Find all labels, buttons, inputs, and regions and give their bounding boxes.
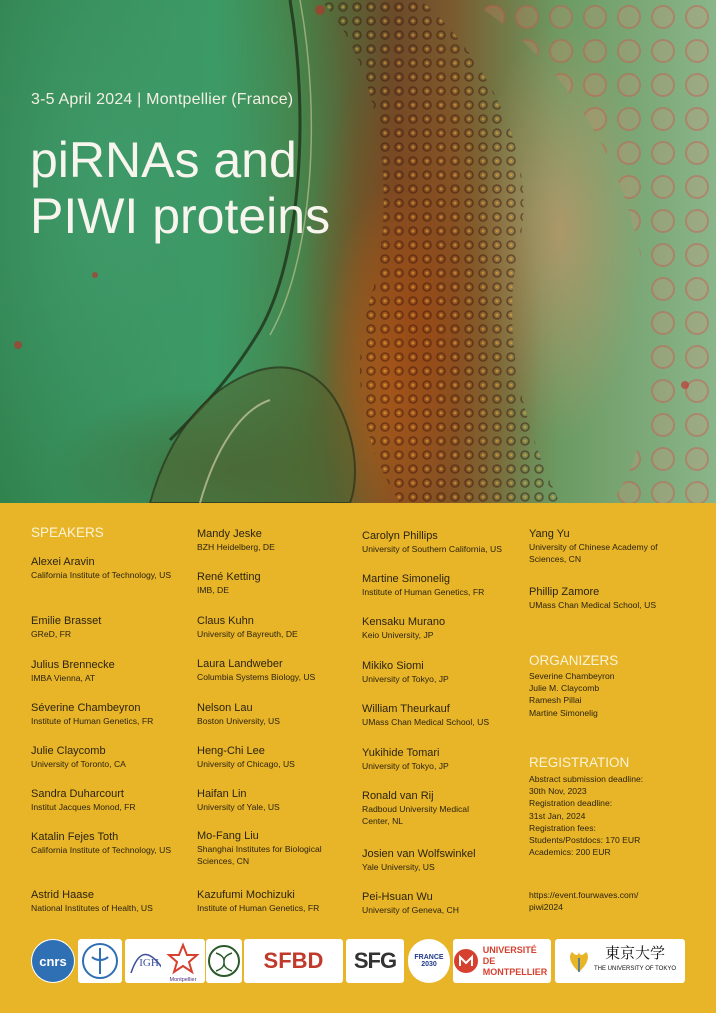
speaker-affiliation: University of Yale, US [197,802,280,812]
inserm-emblem-logo [78,939,122,983]
emblem-icon [80,941,120,981]
speaker [31,744,126,770]
france-2030-logo [408,939,450,983]
registration-line: Academics: 200 EUR [529,847,611,858]
speaker [197,701,280,727]
event-url-line-1[interactable]: https://event.fourwaves.com/ [529,890,639,900]
speaker [31,701,153,727]
organizer: Severine Chambeyron [529,671,615,681]
micrograph-illustration [0,0,716,503]
speaker-affiliation: California Institute of Technology, US [31,845,172,855]
sfbd-logo [244,939,343,983]
svg-text:IGH: IGH [139,957,159,969]
speaker-name: Sandra Duharcourt [31,788,124,800]
event-date-location: 3-5 April 2024 | Montpellier (France) [31,91,294,108]
speaker [362,659,449,685]
speaker [362,890,459,916]
cnrs-logo [31,939,75,983]
speaker-name: William Theurkauf [362,703,450,715]
speaker [197,829,352,867]
speaker-affiliation: UMass Chan Medical School, US [529,600,657,610]
speaker [362,746,449,772]
sfg-logo [346,939,404,983]
speaker-name: Yukihide Tomari [362,747,440,759]
sponsor-logos [0,933,716,1013]
speaker [31,614,101,640]
event-title-line-1: piRNAs and [30,132,297,188]
speaker [197,657,315,683]
registration-line: Registration deadline: [529,798,613,809]
speaker-name: Kensaku Murano [362,616,446,628]
speaker [362,789,497,827]
speaker [197,570,261,596]
sfbd-text: SFBD [263,948,324,973]
speaker-affiliation: University of Tokyo, JP [362,674,449,684]
speaker-affiliation: GReD, FR [31,629,72,639]
university-of-tokyo-logo [555,939,685,983]
speaker-affiliation: University of Geneva, CH [362,905,459,915]
speaker-name: Alexei Aravin [31,556,95,568]
speaker-name: Nelson Lau [197,702,253,714]
speaker [197,527,275,553]
speaker-affiliation: University of Southern California, US [362,544,502,554]
speaker-affiliation: IMBA Vienna, AT [31,673,96,683]
speaker-name: Julius Brennecke [31,659,115,671]
speaker-affiliation: Keio University, JP [362,630,434,640]
speaker-name: Heng-Chi Lee [197,745,265,757]
montpellier-star-icon [161,939,205,983]
speaker-affiliation: Boston University, US [197,716,280,726]
ginkgo-icon [564,946,594,976]
speaker-affiliation: University of Bayreuth, DE [197,629,298,639]
universite-montpellier-logo [453,939,551,983]
speaker [362,572,484,598]
organizer: Ramesh Pillai [529,695,582,706]
organizer: Julie M. Claycomb [529,683,600,694]
speaker-name: Martine Simonelig [362,573,451,585]
speaker [197,787,280,813]
speaker-name: Carolyn Phillips [362,530,438,542]
speaker-affiliation: University of Toronto, CA [31,759,126,769]
speaker-affiliation: University of Chicago, US [197,759,295,769]
svg-text:cnrs: cnrs [39,954,67,969]
speaker-affiliation: Institut Jacques Monod, FR [31,802,136,812]
speaker-affiliation: BZH Heidelberg, DE [197,542,275,552]
dna-society-logo [206,939,242,983]
speaker-affiliation: Institute of Human Genetics, FR [31,716,154,726]
speakers-heading: SPEAKERS [31,525,104,540]
registration-line: 31st Jan, 2024 [529,810,586,821]
speaker [31,555,181,581]
montpellier-logo [161,939,205,983]
speaker [31,787,136,813]
speaker-affiliation: Radboud University Medical Center, NL [362,804,469,826]
speaker-name: Yang Yu [529,528,570,540]
um-text-1: UNIVERSITÉ DE [482,944,537,966]
france-2030-text: FRANCE 2030 [414,954,444,968]
speaker-name: Claus Kuhn [197,615,254,627]
hero-micrograph [0,0,716,503]
speaker [31,888,153,914]
speaker-name: Ronald van Rij [362,790,434,802]
speaker [197,888,319,914]
registration-line: Abstract submission deadline: [529,774,644,784]
speaker [529,527,684,565]
cnrs-icon [31,939,75,983]
speaker-affiliation: University of Tokyo, JP [362,761,449,771]
speaker-affiliation: University of Chinese Academy of Sciences, CN [529,542,658,564]
speaker-name: Phillip Zamore [529,586,600,598]
speaker [362,529,502,555]
speaker [197,614,298,640]
sfg-text: SFG [353,948,397,973]
speaker-affiliation: Yale University, US [362,862,435,872]
event-url[interactable] [529,889,638,913]
speaker-affiliation: California Institute of Technology, US [31,570,172,580]
dna-icon [206,941,242,981]
speaker-name: Emilie Brasset [31,615,102,627]
speaker-name: Haifan Lin [197,788,247,800]
speaker-name: Séverine Chambeyron [31,702,141,714]
registration-details [529,773,643,858]
speaker-name: Mandy Jeske [197,528,262,540]
tokyo-english: THE UNIVERSITY OF TOKYO [593,966,677,972]
speaker-affiliation: Columbia Systems Biology, US [197,672,316,682]
speaker [362,702,489,728]
speaker [31,658,115,684]
registration-line: 30th Nov, 2023 [529,786,587,797]
speaker-name: Julie Claycomb [31,745,106,757]
registration-line: Registration fees: [529,822,596,833]
speaker-affiliation: National Institutes of Health, US [31,903,153,913]
organizer: Martine Simonelig [529,707,598,718]
speaker [31,830,181,856]
event-title-line-2: PIWI proteins [30,188,331,244]
registration-heading: REGISTRATION [529,755,630,770]
info-panel [0,503,716,933]
tokyo-kanji: 東京大学 [604,944,665,962]
registration-line: Students/Postdocs: 170 EUR [529,835,641,846]
speaker-name: Pei-Hsuan Wu [362,891,433,903]
um-text-2: MONTPELLIER [482,966,548,977]
speaker-name: René Ketting [197,571,261,583]
speaker-affiliation: Shanghai Institutes for Biological Sciences, CN [197,844,322,866]
speaker [529,585,656,611]
um-icon [453,948,479,974]
speaker-name: Josien van Wolfswinkel [362,848,476,860]
speaker-affiliation: Institute of Human Genetics, FR [362,587,485,597]
event-title [30,132,330,244]
speaker [362,615,445,641]
organizers-list [529,670,615,719]
organizers-heading: ORGANIZERS [529,653,619,668]
event-url-line-2[interactable]: piwi2024 [529,902,563,913]
speaker-affiliation: IMB, DE [197,585,229,595]
speaker-name: Mo-Fang Liu [197,830,259,842]
speaker [362,847,476,873]
speaker-name: Astrid Haase [31,889,94,901]
speaker-affiliation: UMass Chan Medical School, US [362,717,490,727]
speaker-affiliation: Institute of Human Genetics, FR [197,903,320,913]
svg-text:Montpellier: Montpellier [169,977,197,983]
speaker-name: Laura Landweber [197,658,283,670]
speaker-name: Mikiko Siomi [362,660,424,672]
speaker-name: Katalin Fejes Toth [31,831,119,843]
speaker-name: Kazufumi Mochizuki [197,889,295,901]
speaker [197,744,295,770]
